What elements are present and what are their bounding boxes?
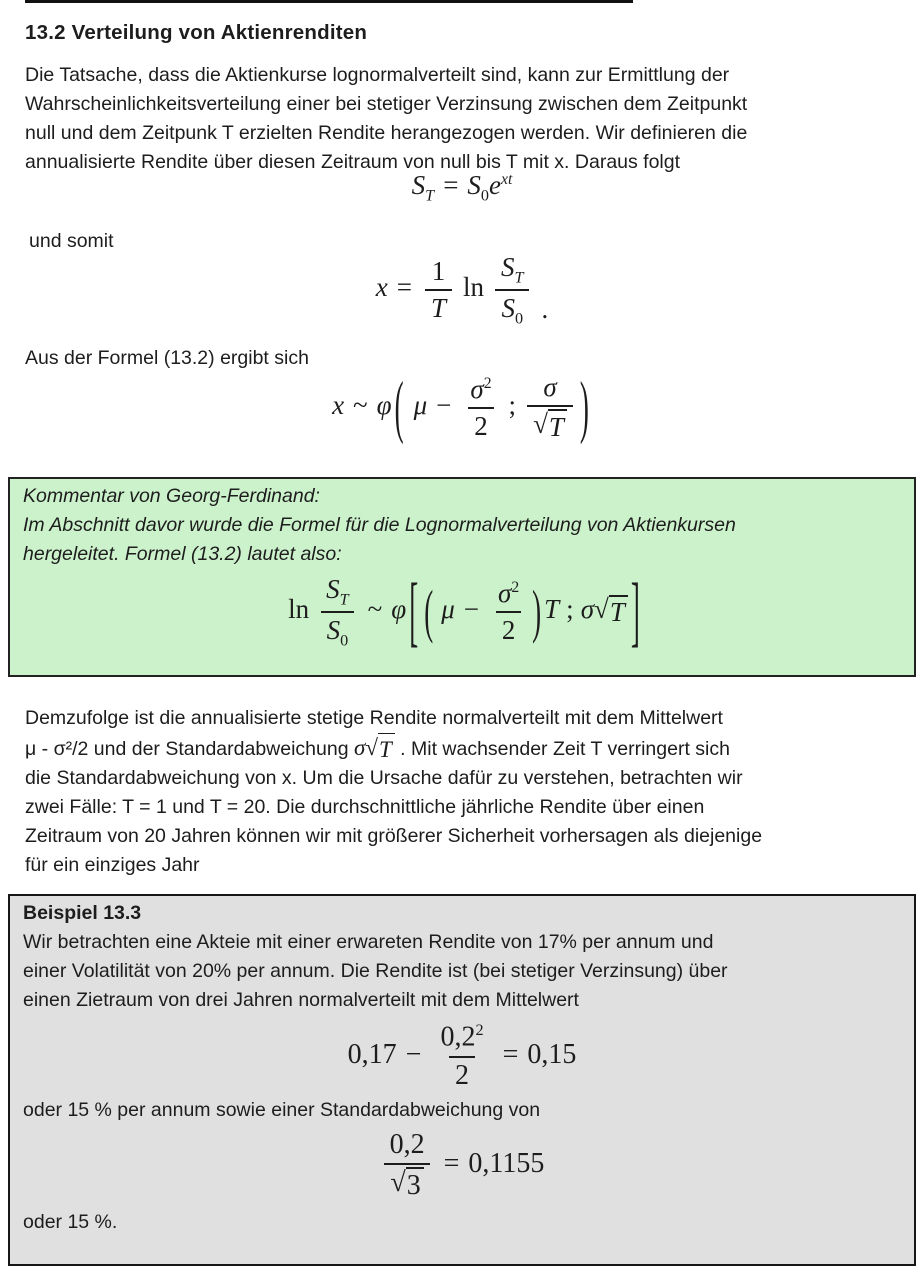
minus-sign: − — [436, 389, 452, 420]
var-S: S — [467, 170, 481, 200]
number: 0,17 — [347, 1038, 397, 1070]
numerator — [495, 252, 530, 289]
radicand-T: T — [548, 409, 567, 443]
right-paren: ) — [579, 367, 589, 446]
formula-stock-price — [0, 170, 924, 205]
sigma-symbol: σ — [497, 577, 512, 608]
text-line: Demzufolge ist die annualisierte stetige Rendite normalverteilt mit dem Mittelwert — [25, 707, 723, 729]
numerator — [434, 1021, 489, 1056]
sigma-symbol: σ — [543, 372, 557, 402]
comment-heading: Kommentar von Georg-Ferdinand: — [23, 485, 320, 507]
mu-symbol: μ — [441, 594, 455, 625]
fraction — [425, 256, 452, 324]
denominator — [321, 611, 355, 650]
right-bracket: ] — [630, 567, 640, 655]
sub-0: 0 — [340, 631, 349, 650]
page-title: 13.2 Verteilung von Aktienrenditen — [25, 20, 368, 44]
fraction — [384, 1129, 431, 1202]
denominator — [384, 1163, 429, 1202]
fraction — [527, 372, 573, 443]
var-x: x — [375, 272, 388, 303]
squared: 2 — [475, 1021, 484, 1039]
denominator — [527, 405, 573, 443]
text-line: Die Tatsache, dass die Aktienkurse lognormalverteilt sind, kann zur Ermittlung der — [25, 64, 730, 86]
comment-box — [8, 477, 916, 677]
radical-sign: √ — [365, 735, 378, 760]
squared: 2 — [483, 374, 492, 392]
var-S: S — [501, 293, 515, 324]
fraction — [492, 578, 525, 646]
text-segment: μ - σ²/2 und der Standardabweichung — [25, 738, 354, 760]
numerator — [492, 578, 525, 611]
number: 0,2 — [440, 1021, 476, 1053]
text-line: für ein einziges Jahr — [25, 854, 200, 876]
example-end-text: oder 15 %. — [23, 1211, 118, 1234]
tilde-sign: ~ — [353, 389, 368, 420]
number: 0,15 — [527, 1038, 577, 1070]
var-T: T — [544, 594, 560, 625]
sub-0: 0 — [514, 309, 524, 328]
mu-symbol: μ — [413, 389, 428, 420]
text-line: Wahrscheinlichkeitsverteilung einer bei stetiger Verzinsung zwischen dem Zeitpunkt — [25, 93, 748, 115]
formula-lognormal — [23, 567, 901, 655]
equals-sign: = — [443, 1147, 460, 1179]
text-line — [25, 733, 762, 764]
radical-sign: √ — [390, 1166, 406, 1198]
formula-annualized-return — [0, 252, 924, 328]
numerator — [464, 374, 497, 407]
radicand-3: 3 — [406, 1167, 424, 1202]
left-paren: ( — [424, 577, 434, 644]
text-line: zwei Fälle: T = 1 und T = 20. Die durchschnittliche jährliche Rendite über einen — [25, 796, 705, 818]
square-root — [365, 733, 394, 764]
radical-sign: √ — [533, 409, 548, 440]
denominator: 2 — [468, 407, 494, 442]
formula-std-dev — [23, 1129, 901, 1202]
fraction — [495, 252, 530, 328]
formula-distribution-x — [0, 367, 924, 446]
var-x: x — [332, 389, 345, 420]
var-S: S — [411, 170, 426, 200]
text-line: annualisierte Rendite über diesen Zeitraum von null bis T mit x. Daraus folgt — [25, 151, 681, 173]
sigma-symbol: σ — [353, 735, 366, 760]
squared: 2 — [511, 578, 520, 596]
fraction — [320, 574, 355, 650]
denominator: 2 — [449, 1056, 475, 1092]
text-line: null und dem Zeitpunk T erzielten Rendite herangezogen werden. Wir definieren die — [25, 122, 748, 144]
numerator: 0,2 — [389, 1128, 425, 1160]
example-box — [8, 894, 916, 1266]
sub-0: 0 — [480, 186, 490, 205]
denominator — [495, 289, 529, 328]
var-e: e — [489, 170, 501, 200]
example-mid-text: oder 15 % per annum sowie einer Standardabweichung von — [23, 1098, 541, 1121]
right-paren: ) — [532, 577, 542, 644]
connector-aus-formel: Aus der Formel (13.2) ergibt sich — [25, 347, 309, 369]
fraction — [464, 374, 497, 442]
text-line: die Standardabweichung von x. Um die Ursache dafür zu verstehen, betrachten wir — [25, 767, 743, 789]
var-S: S — [326, 615, 341, 646]
var-S: S — [501, 252, 515, 282]
denominator: T — [425, 289, 452, 324]
text-line: einen Zietraum von drei Jahren normalverteilt mit dem Mittelwert — [23, 989, 579, 1011]
period: . — [541, 294, 549, 325]
intro-paragraph — [25, 61, 747, 177]
semicolon: ; — [508, 389, 517, 420]
ln-function: ln — [288, 594, 310, 625]
sub-T: T — [339, 590, 349, 609]
text-line: Im Abschnitt davor wurde die Formel für die Lognormalverteilung von Aktienkursen — [23, 514, 736, 536]
numerator: 1 — [431, 255, 446, 286]
radicand-T: T — [378, 733, 395, 764]
equals-sign: = — [502, 1038, 519, 1070]
var-S: S — [326, 574, 340, 604]
equals-sign: = — [396, 272, 412, 303]
text-segment: . Mit wachsender Zeit T verringert sich — [394, 738, 730, 760]
tilde-sign: ~ — [367, 594, 383, 625]
text-line: hergeleitet. Formel (13.2) lautet also: — [23, 543, 342, 565]
number: 0,1155 — [468, 1147, 545, 1179]
formula-mean — [23, 1021, 901, 1092]
left-bracket: [ — [409, 567, 419, 655]
phi-symbol: φ — [376, 389, 392, 420]
sub-T: T — [514, 268, 524, 287]
text-line: einer Volatilität von 20% per annum. Die Rendite ist (bei stetiger Verzinsung) über — [23, 960, 728, 982]
sigma-symbol: σ — [470, 373, 484, 404]
minus-sign: − — [463, 594, 479, 625]
numerator — [320, 574, 355, 611]
phi-symbol: φ — [391, 594, 407, 625]
body-paragraph — [25, 704, 762, 880]
equals-sign: = — [443, 170, 459, 200]
left-paren: ( — [394, 367, 404, 446]
inline-formula-sigma-sqrt-t — [354, 735, 395, 760]
denominator: 2 — [496, 611, 522, 646]
fraction — [434, 1021, 489, 1092]
exponent-xt: xt — [501, 171, 513, 188]
square-root — [594, 595, 628, 627]
sigma-symbol: σ — [580, 594, 595, 625]
minus-sign: − — [405, 1038, 422, 1070]
square-root — [390, 1167, 423, 1202]
connector-und-somit: und somit — [29, 230, 114, 252]
cropped-line-artifact — [25, 0, 633, 3]
radical-sign: √ — [594, 594, 609, 625]
ln-function: ln — [462, 272, 484, 303]
semicolon: ; — [566, 594, 574, 625]
square-root — [533, 409, 567, 443]
radicand-T: T — [609, 595, 628, 627]
text-line: Wir betrachten eine Akteie mit einer erwareten Rendite von 17% per annum und — [23, 931, 714, 953]
sub-T: T — [425, 186, 435, 205]
example-heading: Beispiel 13.3 — [23, 902, 142, 924]
text-line: Zeitraum von 20 Jahren können wir mit größerer Sicherheit vorhersagen als diejenige — [25, 825, 763, 847]
